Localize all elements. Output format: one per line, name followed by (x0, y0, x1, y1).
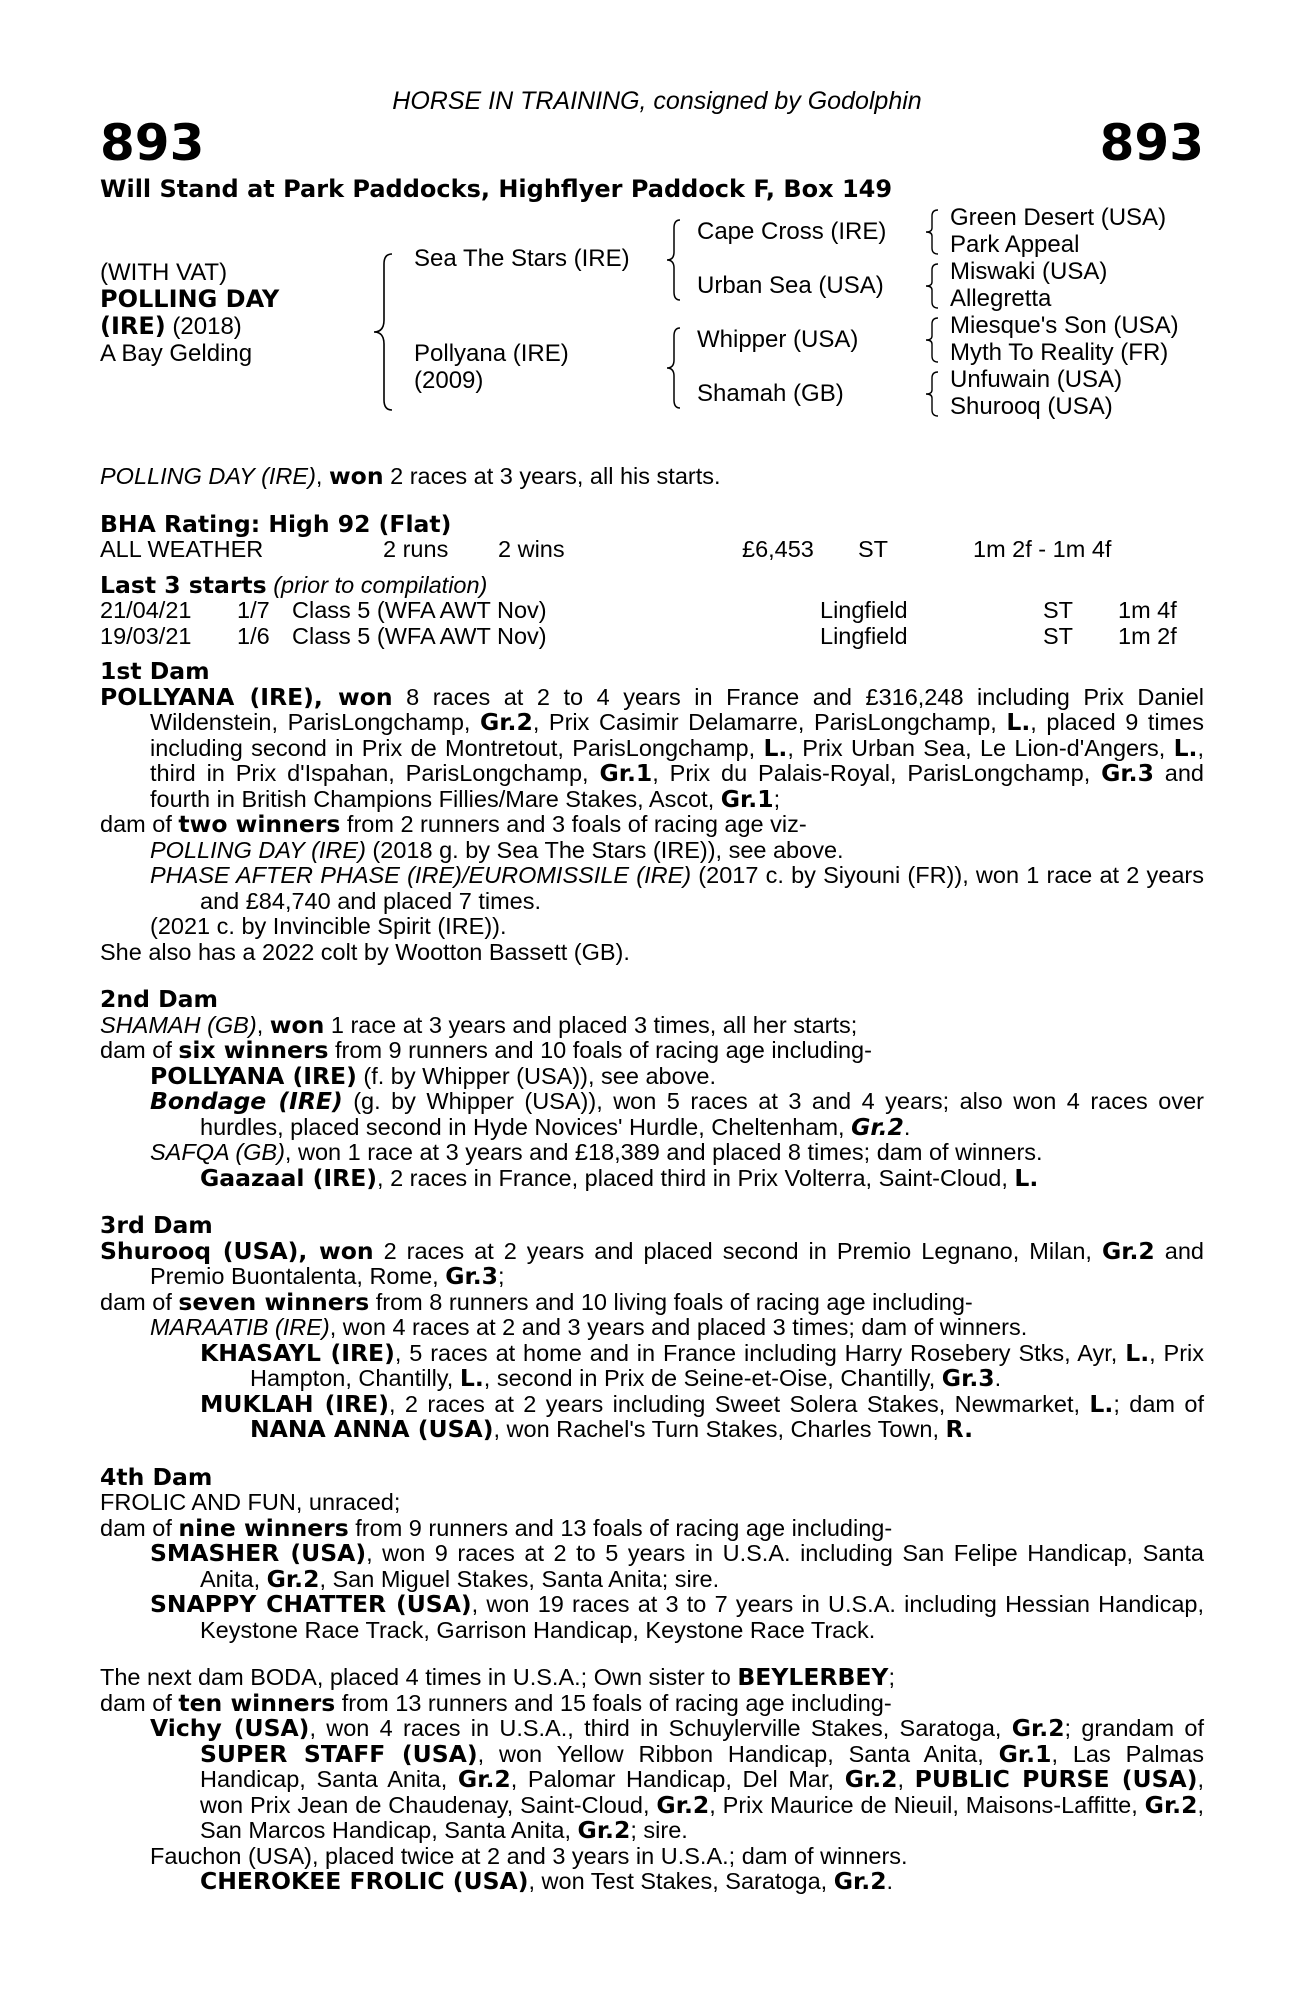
text-run: L. (763, 733, 788, 762)
catalogue-body (100, 464, 1204, 1895)
text-run: She also has a 2022 colt by Wootton Bassett (GB). (100, 938, 630, 965)
produce-entry (100, 1163, 1204, 1192)
second-dam-heading: 2nd Dam (100, 985, 218, 1013)
text-run: , won 1 race at 3 years and £18,389 and placed 8 times; dam of winners. (284, 1139, 1043, 1165)
text-run: Gr.2 (457, 1765, 511, 1793)
produce-entry (100, 914, 1204, 940)
text-run: Gr.3 (445, 1262, 499, 1290)
produce-entry (100, 1592, 1204, 1643)
text-run: MUKLAH (IRE) (200, 1389, 389, 1418)
text-run: CHEROKEE FROLIC (USA) (200, 1867, 529, 1895)
text-run: ; sire. (630, 1817, 688, 1843)
fourth-dam-record (100, 1490, 1204, 1516)
text-run: Gr.2 (844, 1765, 898, 1793)
text-run: , 2 races in France, placed third in Prix Volterra, Saint-Cloud, (377, 1164, 1015, 1191)
text-run: from 8 runners and 10 living foals of racing age including- (369, 1288, 973, 1315)
produce-note (100, 940, 1204, 966)
text-run: The next dam BODA, placed 4 times in U.S.A.; Own sister to (100, 1664, 738, 1690)
text-run: NANA ANNA (USA) (250, 1415, 494, 1443)
text-run: , third in Prix d'Ispahan, ParisLongchamp, (150, 734, 1204, 786)
dam-year: (2009) (414, 367, 484, 394)
produce-entry (100, 1869, 1204, 1895)
dam: Pollyana (IRE) (414, 340, 569, 367)
sire: Sea The Stars (IRE) (414, 245, 630, 272)
text-run: L. (1014, 1163, 1039, 1192)
text-run: Gr.2 (851, 1112, 904, 1141)
text-run: 2 races at 2 years and placed second in Premio Legnano, Milan, (373, 1237, 1102, 1264)
text-run: R. (945, 1415, 974, 1443)
text-run: , Palomar Handicap, Del Mar, (510, 1766, 845, 1792)
text-run: Gr.2 (833, 1867, 887, 1895)
sire-sire: Cape Cross (IRE) (697, 218, 887, 245)
text-run: , won Yellow Ribbon Handicap, Santa Anita, (477, 1740, 999, 1767)
text-run: L. (1173, 733, 1198, 762)
produce-entry (100, 1315, 1204, 1341)
text-run: (2017 c. by Siyouni (FR)), won 1 race at 2 years and £84,740 and placed 7 times. (200, 862, 1204, 914)
text-run: two winners (178, 810, 341, 838)
text-run: Fauchon (USA), placed twice at 2 and 3 years in U.S.A.; dam of winners. (150, 1842, 908, 1869)
pedigree-brace-g3-4 (922, 369, 940, 419)
text-run: , Prix Hampton, Chantilly, (250, 1339, 1205, 1391)
pedigree-brace-dam (664, 326, 682, 410)
text-run: and fourth in British Champions Fillies/Mare Stakes, Ascot, (150, 760, 1205, 812)
text-run: . (886, 1868, 894, 1894)
text-run: L. (1006, 708, 1031, 736)
produce-entry (100, 1716, 1204, 1844)
text-run: ; (773, 785, 781, 812)
horse-name: POLLING DAY (100, 285, 280, 313)
produce-entry (100, 1389, 1204, 1443)
gen3-ancestor: Miswaki (USA) (950, 258, 1108, 285)
start-row: 19/03/21 1/6 Class 5 (WFA AWT Nov) Lingfield ST 1m 2f (100, 622, 1177, 649)
text-run: six winners (178, 1036, 329, 1064)
text-run: . (994, 1365, 1002, 1391)
dam-sire: Whipper (USA) (697, 326, 859, 353)
text-run: SNAPPY CHATTER (USA) (150, 1590, 472, 1618)
pedigree-brace-g3-2 (922, 261, 940, 311)
dam-dam: Shamah (GB) (697, 380, 844, 407)
produce-entry (100, 1089, 1204, 1140)
gen3-ancestor: Shurooq (USA) (950, 393, 1113, 420)
text-run: 1 race at 3 years and placed 3 times, all her starts; (324, 1011, 858, 1038)
text-run: , won 4 races in U.S.A., third in Schuylerville Stakes, Saratoga, (309, 1715, 1012, 1741)
produce-entry (100, 838, 1204, 864)
text-run: , won 19 races at 3 to 7 years in U.S.A. including Hessian Handicap, Keystone Race Track, Garrison Handicap, Keystone Race Track. (200, 1591, 1204, 1643)
text-run: KHASAYL (IRE) (200, 1338, 395, 1367)
text-run: , won Test Stakes, Saratoga, (528, 1868, 834, 1894)
text-run: Gr.1 (720, 784, 774, 813)
horse-country: (IRE) (100, 312, 166, 340)
second-dam-record (100, 1010, 1204, 1039)
text-run: from 2 runners and 3 foals of racing age viz- (340, 811, 807, 837)
text-run: Vichy (USA) (150, 1714, 310, 1742)
text-run: POLLYANA (IRE) (150, 1061, 357, 1090)
first-dam-produce (100, 812, 1204, 838)
text-run: from 9 runners and 10 foals of racing age including- (328, 1037, 872, 1063)
text-run: Gr.2 (656, 1790, 710, 1819)
race-summary: POLLING DAY (IRE), won 2 races at 3 years, all his starts. (100, 462, 721, 490)
text-run: , 5 races at home and in France including Harry Rosebery Stks, Ayr, (394, 1339, 1126, 1366)
text-run: Gr.2 (577, 1816, 631, 1844)
text-run: Shurooq (USA), won (100, 1236, 374, 1265)
text-run: SMASHER (USA) (150, 1539, 367, 1567)
text-run: , Prix Maurice de Nieuil, Maisons-Laffitte, (709, 1791, 1145, 1818)
text-run: . (903, 1113, 911, 1140)
pedigree-brace-g3-3 (922, 315, 940, 365)
text-run: dam of (100, 1514, 179, 1541)
text-run: 8 races at 2 to 4 years in France and £316,248 including Prix Daniel Wildenstein, ParisLongchamp, (150, 683, 1204, 735)
text-run: dam of (100, 1037, 179, 1063)
pedigree-brace-main (370, 252, 394, 412)
gen3-ancestor: Green Desert (USA) (950, 204, 1167, 231)
produce-entry (100, 1061, 1204, 1090)
text-run: and Premio Buontalenta, Rome, (150, 1237, 1204, 1289)
text-run: (f. by Whipper (USA)), see above. (356, 1062, 717, 1089)
produce-entry (100, 863, 1204, 914)
text-run: (g. by Whipper (USA)), won 5 races at 3 and 4 years; also won 4 races over hurdles, placed second in Hyde Novices' Hurdle, Cheltenham, (200, 1088, 1205, 1140)
text-run: SAFQA (GB) (150, 1139, 285, 1165)
horse-name-line2 (100, 313, 242, 340)
text-run: PHASE AFTER PHASE (IRE)/EUROMISSILE (IRE) (150, 862, 692, 888)
text-run: dam of (100, 1288, 179, 1315)
fourth-dam-heading: 4th Dam (100, 1462, 213, 1491)
text-run: Gaazaal (IRE) (200, 1163, 378, 1192)
produce-entry (100, 1541, 1204, 1592)
text-run: Gr.2 (480, 708, 533, 736)
first-dam-record (100, 682, 1205, 813)
text-run: (2018 g. by Sea The Stars (IRE)), see above. (365, 836, 844, 863)
text-run: PUBLIC PURSE (USA) (914, 1765, 1198, 1793)
gen3-ancestor: Miesque's Son (USA) (950, 312, 1179, 339)
text-run: , Prix du Palais-Royal, ParisLongchamp, (652, 760, 1102, 786)
text-run: Gr.1 (599, 759, 653, 787)
next-dam-record (100, 1665, 1204, 1691)
last-starts-heading: Last 3 starts (prior to compilation) (100, 570, 488, 599)
text-run: dam of (100, 1689, 179, 1716)
horse-year: (2018) (165, 313, 242, 340)
text-run: Gr.2 (1011, 1714, 1065, 1742)
second-dam-produce (100, 1038, 1204, 1064)
pedigree-brace-sire (664, 218, 682, 302)
text-run: dam of (100, 811, 179, 837)
next-dam-produce (100, 1688, 1204, 1717)
produce-entry (100, 1338, 1205, 1392)
text-run: , won Prix Jean de Chaudenay, Saint-Cloud, (200, 1766, 1204, 1818)
text-run: (2021 c. by Invincible Spirit (IRE)). (150, 913, 507, 939)
text-run: SHAMAH (GB) (100, 1011, 257, 1038)
third-dam-produce (100, 1287, 1204, 1316)
text-run: , San Miguel Stakes, Santa Anita; sire. (319, 1565, 720, 1592)
third-dam-heading: 3rd Dam (100, 1211, 213, 1239)
third-dam-record (100, 1236, 1204, 1290)
text-run: ; (888, 1664, 895, 1690)
text-run: Gr.1 (998, 1739, 1052, 1768)
text-run: , won Rachel's Turn Stakes, Charles Town, (493, 1416, 946, 1442)
text-run: , San Marcos Handicap, Santa Anita, (200, 1791, 1204, 1843)
text-run: from 13 runners and 15 foals of racing age including- (335, 1689, 892, 1716)
fourth-dam-produce (100, 1513, 1204, 1542)
gen3-ancestor: Myth To Reality (FR) (950, 339, 1169, 366)
text-run: , Prix Casimir Delamarre, ParisLongchamp, (532, 709, 1007, 735)
text-run: , second in Prix de Seine-et-Oise, Chantilly, (483, 1365, 942, 1391)
text-run: ten winners (178, 1688, 336, 1717)
pedigree-brace-g3-1 (922, 207, 940, 257)
text-run: Gr.2 (1144, 1790, 1198, 1819)
text-run: MARAATIB (IRE) (150, 1314, 330, 1340)
text-run: seven winners (178, 1287, 370, 1316)
rating-row: ALL WEATHER 2 runs 2 wins £6,453 ST 1m 2f - 1m 4f (100, 536, 1112, 562)
rating-heading: BHA Rating: High 92 (Flat) (100, 509, 452, 538)
text-run: , (256, 1011, 270, 1038)
text-run: L. (1089, 1389, 1114, 1418)
horse-description: A Bay Gelding (100, 340, 253, 367)
vat-note: (WITH VAT) (100, 259, 228, 286)
text-run: , 2 races at 2 years including Sweet Solera Stakes, Newmarket, (388, 1390, 1090, 1417)
first-dam-heading: 1st Dam (100, 657, 210, 685)
text-run: , Prix Urban Sea, Le Lion-d'Angers, (787, 734, 1174, 761)
text-run: nine winners (178, 1513, 349, 1542)
text-run: Gr.3 (1101, 759, 1154, 787)
text-run: from 9 runners and 13 foals of racing age including- (348, 1514, 893, 1541)
text-run: ; grandam of (1064, 1715, 1205, 1741)
text-run: POLLING DAY (IRE) (150, 836, 366, 863)
text-run: Gr.2 (1101, 1236, 1155, 1265)
text-run: FROLIC AND FUN, unraced; (100, 1489, 401, 1515)
text-run: Gr.2 (266, 1564, 320, 1593)
text-run: , (897, 1766, 915, 1792)
text-run: SUPER STAFF (USA) (200, 1739, 478, 1768)
text-run: Gr.3 (941, 1364, 995, 1392)
text-run: L. (459, 1364, 484, 1392)
produce-entry (100, 1844, 1204, 1870)
gen3-ancestor: Park Appeal (950, 231, 1080, 258)
lot-number-right: 893 (1099, 114, 1204, 172)
text-run: won (269, 1010, 325, 1039)
text-run: ; dam of (1113, 1390, 1204, 1417)
sire-dam: Urban Sea (USA) (697, 272, 884, 299)
text-run: L. (1125, 1338, 1150, 1367)
lot-number-left: 893 (100, 114, 205, 172)
gen3-ancestor: Allegretta (950, 285, 1052, 312)
produce-entry (100, 1140, 1204, 1166)
text-run: , won 4 races at 2 and 3 years and placed 3 times; dam of winners. (329, 1314, 1028, 1340)
text-run: POLLYANA (IRE), won (100, 682, 393, 711)
text-run: , won 9 races at 2 to 5 years in U.S.A. including San Felipe Handicap, Santa Anita, (200, 1540, 1204, 1592)
consignment-title: HORSE IN TRAINING, consigned by Godolphin (392, 87, 922, 115)
text-run: ; (498, 1263, 505, 1289)
stand-location: Will Stand at Park Paddocks, Highflyer Paddock F, Box 149 (100, 175, 893, 203)
text-run: BEYLERBEY (737, 1663, 889, 1691)
text-run: , Las Palmas Handicap, Santa Anita, (200, 1740, 1205, 1792)
text-run: , placed 9 times including second in Prix de Montretout, ParisLongchamp, (150, 709, 1204, 761)
text-run: Bondage (IRE) (150, 1087, 343, 1115)
start-row: 21/04/21 1/7 Class 5 (WFA AWT Nov) Lingfield ST 1m 4f (100, 597, 1177, 623)
gen3-ancestor: Unfuwain (USA) (950, 366, 1123, 393)
